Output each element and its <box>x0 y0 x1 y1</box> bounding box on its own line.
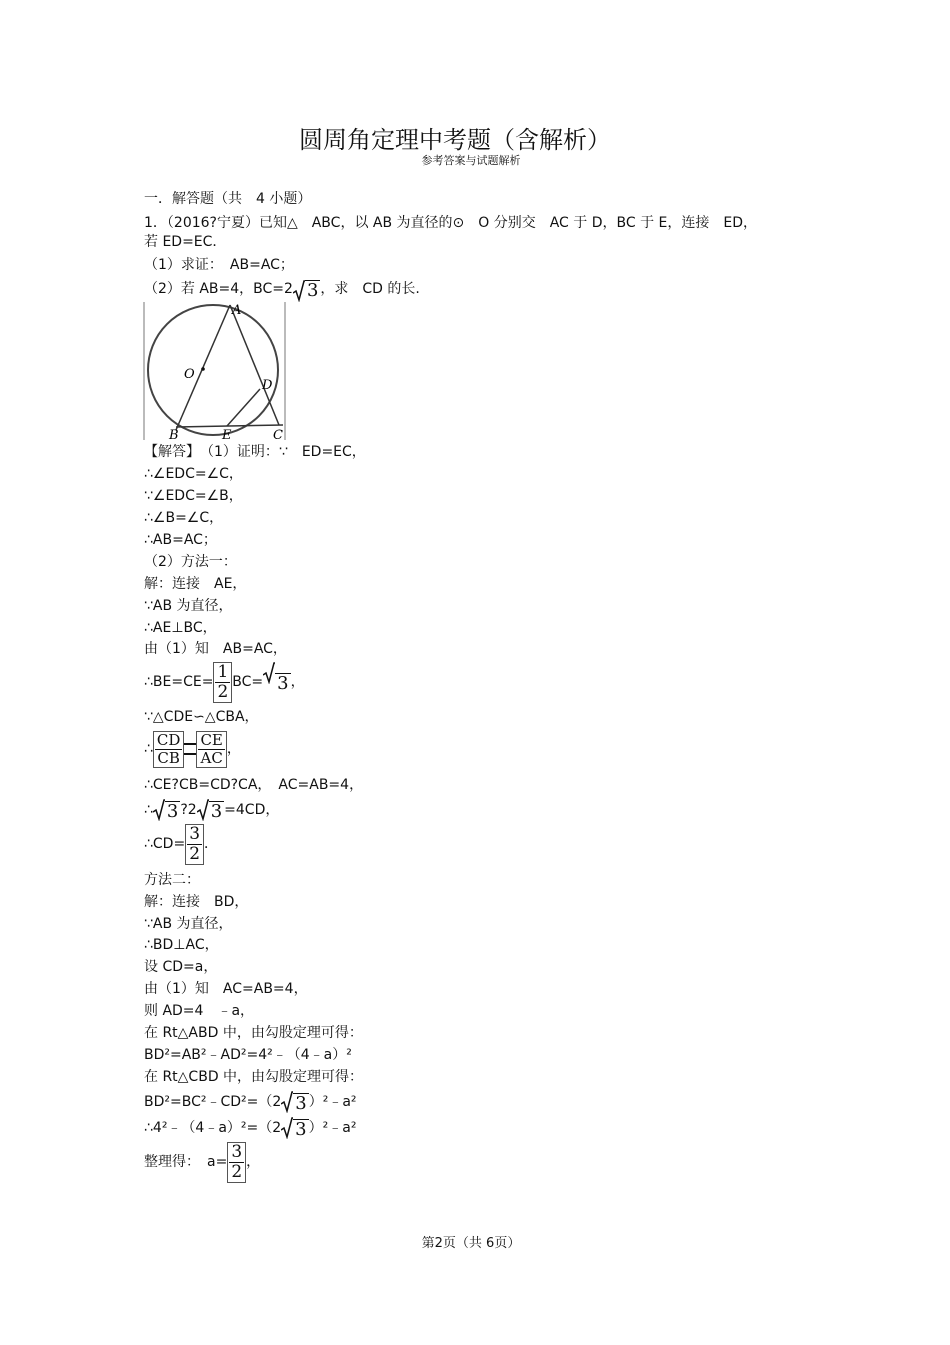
solution-line: ∵∠EDC=∠B， <box>144 488 243 504</box>
problem-part-2-tail: ，求 CD 的长. <box>320 281 420 297</box>
solution-line: 在 Rt△CBD 中，由勾股定理可得： <box>144 1069 364 1085</box>
text-be-ce: ∴BE=CE= <box>144 674 214 690</box>
text-equation-right: ）²﹣a² <box>308 1120 357 1136</box>
fraction-denominator: 2 <box>217 681 229 702</box>
text-cd-equals: ∴CD= <box>144 836 186 852</box>
sqrt-argument: 3 <box>295 1093 307 1114</box>
fraction-one-half <box>213 662 232 703</box>
center-point <box>201 367 205 371</box>
solution-line: ∵△CDE∽△CBA， <box>144 709 259 725</box>
label-e: E <box>222 428 232 440</box>
solution-line-a-value <box>144 1140 260 1184</box>
text-equals-4cd: =4CD， <box>224 802 280 818</box>
problem-line-2: 若 ED=EC． <box>144 234 227 250</box>
sqrt-3-formula <box>197 799 224 821</box>
fraction-numerator: 3 <box>189 823 201 844</box>
problem-part-2-text: （2）若 AB=4，BC=2 <box>144 281 293 297</box>
text-a-equals: 整理得： a= <box>144 1154 228 1170</box>
text-comma: ， <box>246 1154 261 1170</box>
text-comma: ， <box>290 674 305 690</box>
solution-line: ∵AB 为直径， <box>144 598 233 614</box>
fraction-three-halves <box>185 824 204 865</box>
text-minus-a-squared: ）²﹣a² <box>308 1094 357 1110</box>
text-equation-left: ∴4²﹣（4﹣a）²=（2 <box>144 1120 282 1136</box>
solution-line: 设 CD=a， <box>144 959 218 975</box>
fraction-numerator: CD <box>156 730 181 749</box>
solution-line: ∴AB=AC； <box>144 532 217 548</box>
sqrt-3-formula <box>263 662 290 694</box>
solution-line: 解：连接 BD， <box>144 894 249 910</box>
sqrt-3-formula <box>281 1117 308 1139</box>
text-period: ． <box>204 836 219 852</box>
solution-line: 由（1）知 AB=AC， <box>144 641 287 657</box>
page-subtitle: 参考答案与试题解析 <box>421 154 521 167</box>
fraction-denominator: 2 <box>189 843 201 864</box>
text-comma: ， <box>226 741 241 757</box>
radical-sign-icon <box>281 1117 293 1139</box>
segment-ac <box>230 305 279 425</box>
problem-line-1: 1．（2016?宁夏）已知△ ABC，以 AB 为直径的⊙ O 分别交 AC 于 D，BC 于 E，连接 ED， <box>144 215 758 231</box>
sqrt-argument: 3 <box>210 801 223 822</box>
solution-line: 则 AD=4 ﹣a， <box>144 1003 255 1019</box>
solution-line-equation <box>144 1115 356 1141</box>
radical-sign-icon <box>293 280 305 302</box>
solution-line-ratio <box>144 727 241 771</box>
solution-line: ∴AE⊥BC， <box>144 620 217 636</box>
fraction-three-halves <box>227 1142 246 1183</box>
fraction-ce-ac <box>196 731 226 768</box>
label-d: D <box>262 378 273 393</box>
text-therefore: ∴ <box>144 802 153 818</box>
solution-line: 由（1）知 AC=AB=4， <box>144 981 308 997</box>
text-therefore: ∴ <box>144 741 153 757</box>
label-c: C <box>273 428 283 440</box>
radical-sign-icon <box>153 799 165 821</box>
solution-line: （2）方法一： <box>144 554 237 570</box>
solution-line: 方法二： <box>144 872 200 888</box>
text-bd-bc: BD²=BC²﹣CD²=（2 <box>144 1094 282 1110</box>
solution-line: ∴∠B=∠C， <box>144 510 224 526</box>
radical-sign-icon <box>281 1091 293 1113</box>
label-o: O <box>184 367 195 382</box>
geometry-figure <box>143 302 286 440</box>
sqrt-3-formula <box>153 799 180 821</box>
solution-line: ∴∠EDC=∠C， <box>144 466 243 482</box>
fraction-numerator: 3 <box>231 1141 243 1162</box>
page-title: 圆周角定理中考题（含解析） <box>299 126 611 154</box>
text-bc: BC= <box>232 674 264 690</box>
problem-part-2 <box>144 280 420 302</box>
solution-line-cd-value <box>144 822 218 866</box>
text-times-two: ?2 <box>180 802 197 818</box>
fraction-denominator: CB <box>157 748 180 767</box>
problem-part-1: （1）求证： AB=AC； <box>144 257 294 273</box>
sqrt-argument: 3 <box>277 673 289 694</box>
solution-line: ∴BD⊥AC， <box>144 937 219 953</box>
sqrt-argument: 3 <box>166 801 179 822</box>
fraction-numerator: CE <box>200 730 223 749</box>
circle-shape <box>148 305 278 435</box>
page-footer: 第2页（共 6页） <box>421 1236 521 1251</box>
label-a: A <box>232 303 242 318</box>
radical-sign-icon <box>263 662 275 684</box>
solution-line: 在 Rt△ABD 中，由勾股定理可得： <box>144 1025 363 1041</box>
fraction-denominator: 2 <box>231 1161 243 1182</box>
sqrt-argument: 3 <box>295 1119 307 1140</box>
sqrt-argument: 3 <box>306 280 319 301</box>
solution-line: 【解答】 （1）证明：∵ ED=EC， <box>144 444 366 460</box>
fraction-cd-cb <box>153 731 185 768</box>
solution-line-product <box>144 797 279 823</box>
label-b: B <box>169 428 179 440</box>
solution-line: ∴CE?CB=CD?CA， AC=AB=4， <box>144 777 364 793</box>
solution-line: ∵AB 为直径， <box>144 916 233 932</box>
solution-line: 解：连接 AE， <box>144 576 247 592</box>
radical-sign-icon <box>197 799 209 821</box>
solution-line-bd-bc <box>144 1089 357 1115</box>
segment-bc <box>176 425 283 427</box>
equals-sign <box>184 743 196 755</box>
section-heading: 一．解答题（共 4 小题） <box>144 191 312 207</box>
solution-line-be-ce <box>144 660 305 704</box>
sqrt-3-formula <box>293 280 320 302</box>
circle-triangle-diagram <box>143 302 286 440</box>
solution-line: BD²=AB²﹣AD²=4²﹣（4﹣a）² <box>144 1047 352 1063</box>
fraction-numerator: 1 <box>217 661 229 682</box>
sqrt-3-formula <box>281 1091 308 1113</box>
fraction-denominator: AC <box>200 748 223 767</box>
